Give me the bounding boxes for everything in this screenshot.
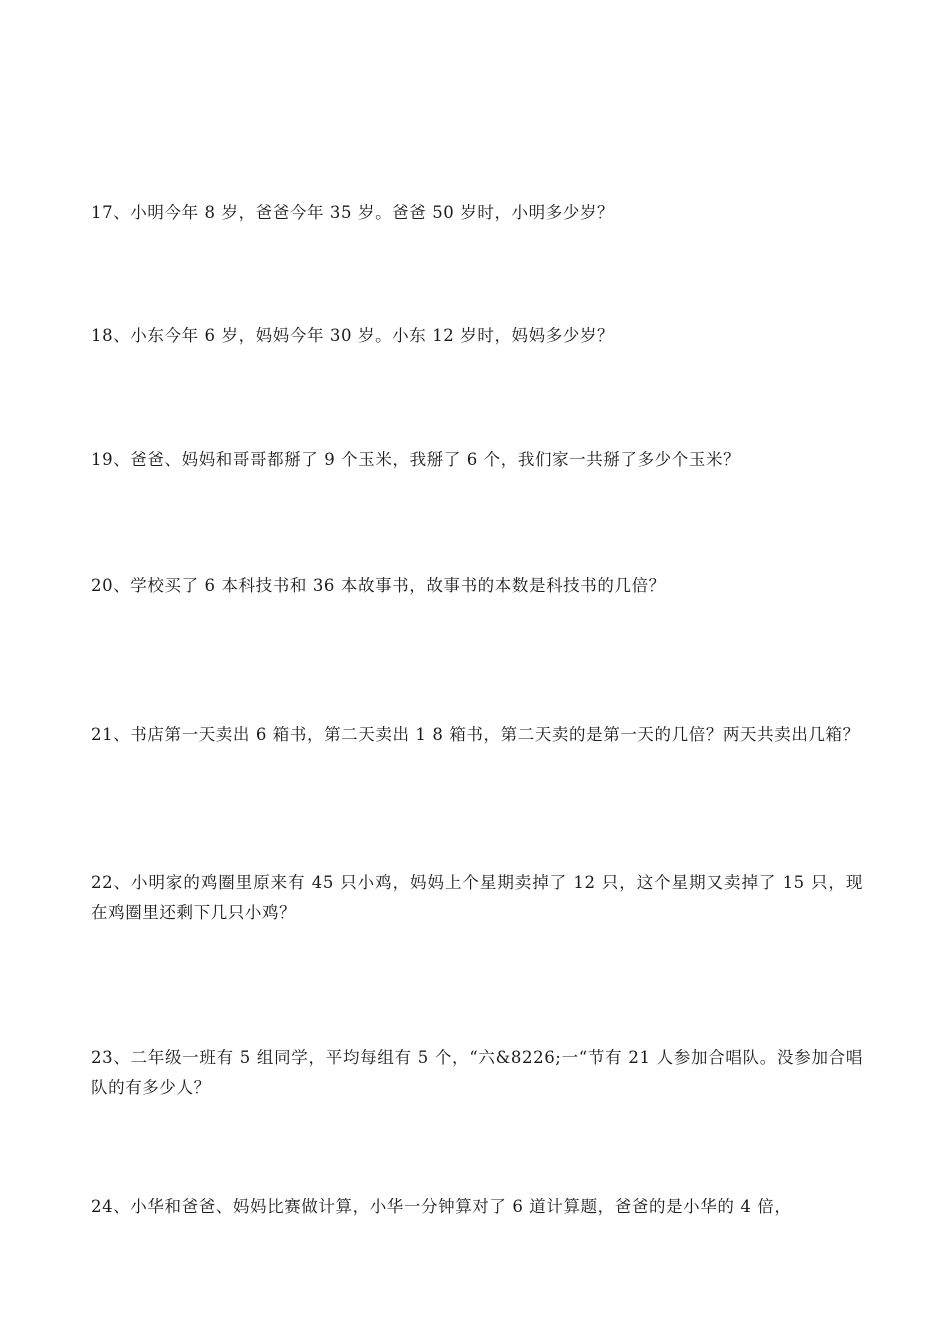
question-18: 18、小东今年 6 岁，妈妈今年 30 岁。小东 12 岁时，妈妈多少岁？ [91, 326, 615, 345]
question-24: 24、小华和爸爸、妈妈比赛做计算，小华一分钟算对了 6 道计算题，爸爸的是小华的 4 倍， [91, 1197, 792, 1216]
question-21: 21、书店第一天卖出 6 箱书，第二天卖出 1 8 箱书，第二天卖的是第一天的几倍？两天共卖出几箱？ [91, 725, 860, 744]
question-20: 20、学校买了 6 本科技书和 36 本故事书，故事书的本数是科技书的几倍？ [91, 576, 666, 595]
question-17: 17、小明今年 8 岁，爸爸今年 35 岁。爸爸 50 岁时，小明多少岁？ [91, 203, 615, 222]
question-23: 23、二年级一班有 5 组同学，平均每组有 5 个，“六&8226;一“节有 21 人参加合唱队。没参加合唱队的有多少人？ [91, 1048, 863, 1097]
question-22: 22、小明家的鸡圈里原来有 45 只小鸡，妈妈上个星期卖掉了 12 只，这个星期又卖掉了 15 只，现在鸡圈里还剩下几只小鸡？ [91, 873, 863, 922]
question-19: 19、爸爸、妈妈和哥哥都掰了 9 个玉米，我掰了 6 个，我们家一共掰了多少个玉米？ [91, 450, 741, 469]
